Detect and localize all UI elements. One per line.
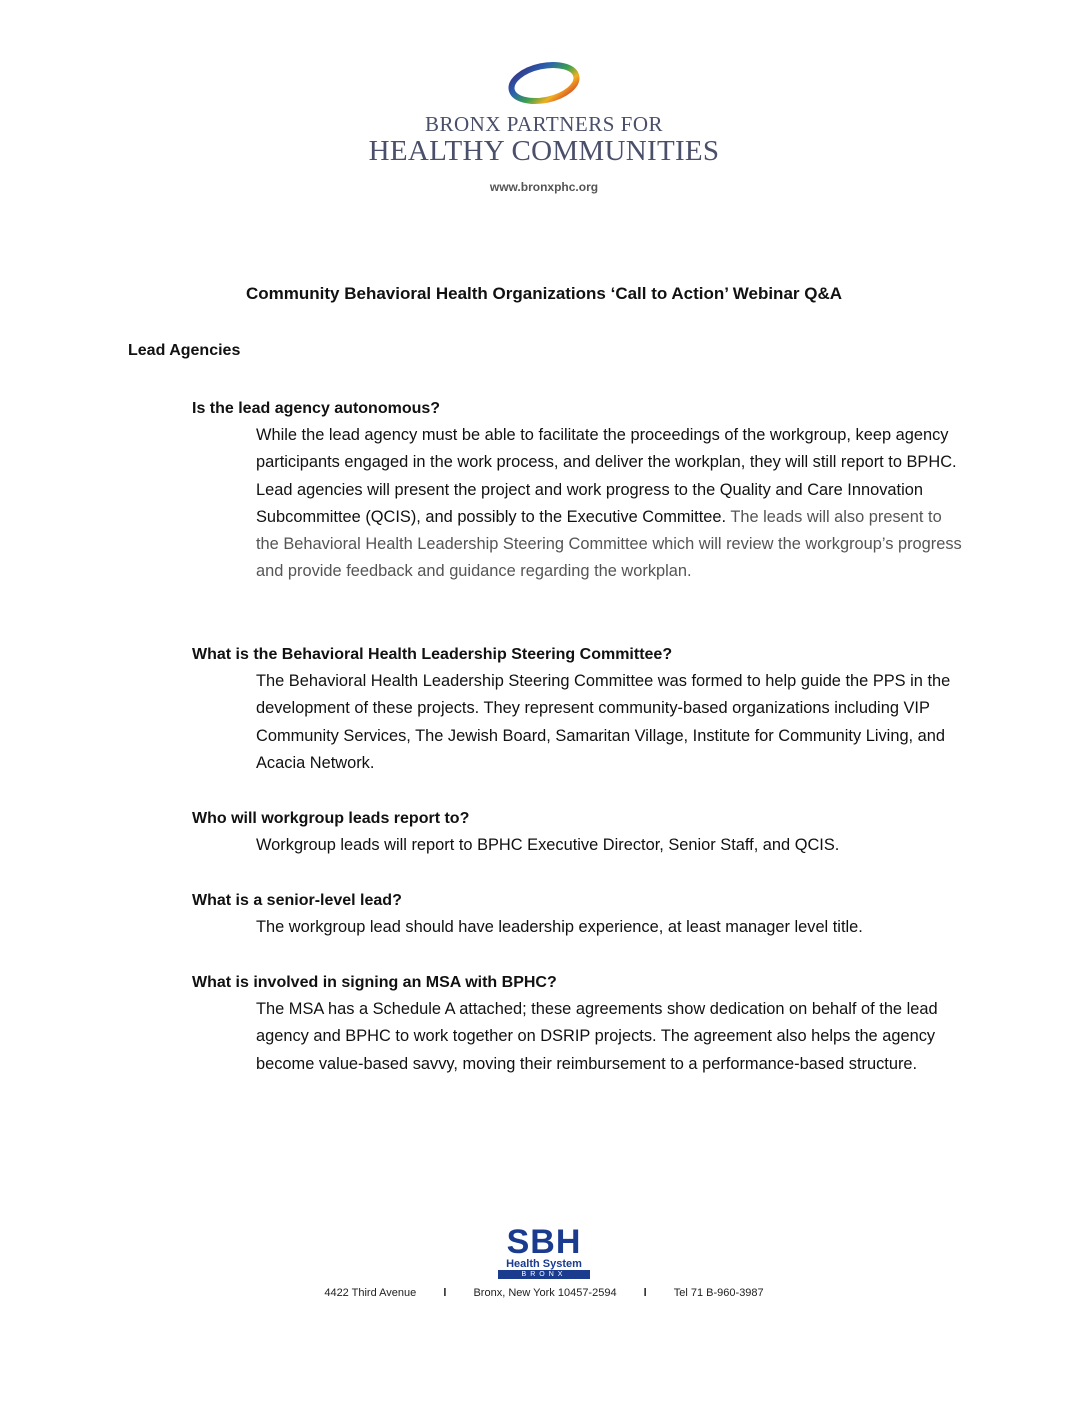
answer: The MSA has a Schedule A attached; these agreements show dedication on behalf of the lead agency and BPHC to work together on DSRIP projects. The agreement also helps the agency become value-based savvy, moving their reimbursement to a performance-based structure. (256, 1000, 938, 1073)
qa-item (192, 641, 972, 777)
org-name-line2: HEALTHY COMMUNITIES (368, 135, 720, 167)
qa-item (192, 969, 972, 1078)
answer: The Behavioral Health Leadership Steering Committee was formed to help guide the PPS in the development of these projects. They represent community-based organizations including VIP Community Services, The Jewish Board, Samaritan Village, Institute for Community Living, and Acacia Network. (256, 672, 951, 772)
street-address: 4422 Third Avenue (324, 1287, 417, 1299)
separator: l (443, 1287, 447, 1299)
city-address: Bronx, New York 10457-2594 (473, 1287, 617, 1299)
answer (256, 422, 968, 586)
qa-item (192, 805, 972, 859)
separator: l (643, 1287, 647, 1299)
org-url[interactable]: www.bronxphc.org (489, 180, 599, 194)
sbh-logo-subtitle: Health System (506, 1258, 582, 1270)
sbh-logo-text: SBH (506, 1223, 582, 1261)
letterhead (0, 58, 1088, 194)
footer (0, 1223, 1088, 1299)
rainbow-ring-logo-icon (504, 58, 584, 108)
org-name-line1: BRONX PARTNERS FOR (424, 112, 664, 136)
section-heading: Lead Agencies (128, 342, 241, 359)
question: What is a senior-level lead? (192, 892, 402, 909)
question: What is the Behavioral Health Leadership Steering Committee? (192, 646, 673, 663)
qa-item (192, 887, 972, 941)
qa-item (192, 395, 972, 586)
answer: The workgroup lead should have leadership experience, at least manager level title. (256, 918, 863, 936)
question: Who will workgroup leads report to? (192, 810, 470, 827)
document-title: Community Behavioral Health Organizations ‘Call to Action’ Webinar Q&A (245, 284, 843, 303)
answer-text-continued: The leads will also present to the Behavioral Health Leadership Steering Committee which will review the workgroup’s progress and provide feedback and guidance regarding the workplan. (256, 507, 962, 581)
sbh-logo (498, 1223, 590, 1279)
answer-text: While the lead agency must be able to facilitate the proceedings of the workgroup, keep agency participants engaged in the work process, and deliver the workplan, they will still report to BPHC. Lead agencies will present the project and work progress to the Quality and Care Innovation Subcommittee (QCIS), and possibly to the Executive Committee. (256, 426, 957, 526)
question: Is the lead agency autonomous? (192, 400, 441, 417)
answer: Workgroup leads will report to BPHC Executive Director, Senior Staff, and QCIS. (256, 836, 840, 854)
phone-number: Tel 71 B-960-3987 (673, 1287, 764, 1299)
sbh-logo-bar: BRONX (498, 1270, 590, 1279)
footer-address-line (0, 1287, 1088, 1299)
question: What is involved in signing an MSA with BPHC? (192, 974, 557, 991)
